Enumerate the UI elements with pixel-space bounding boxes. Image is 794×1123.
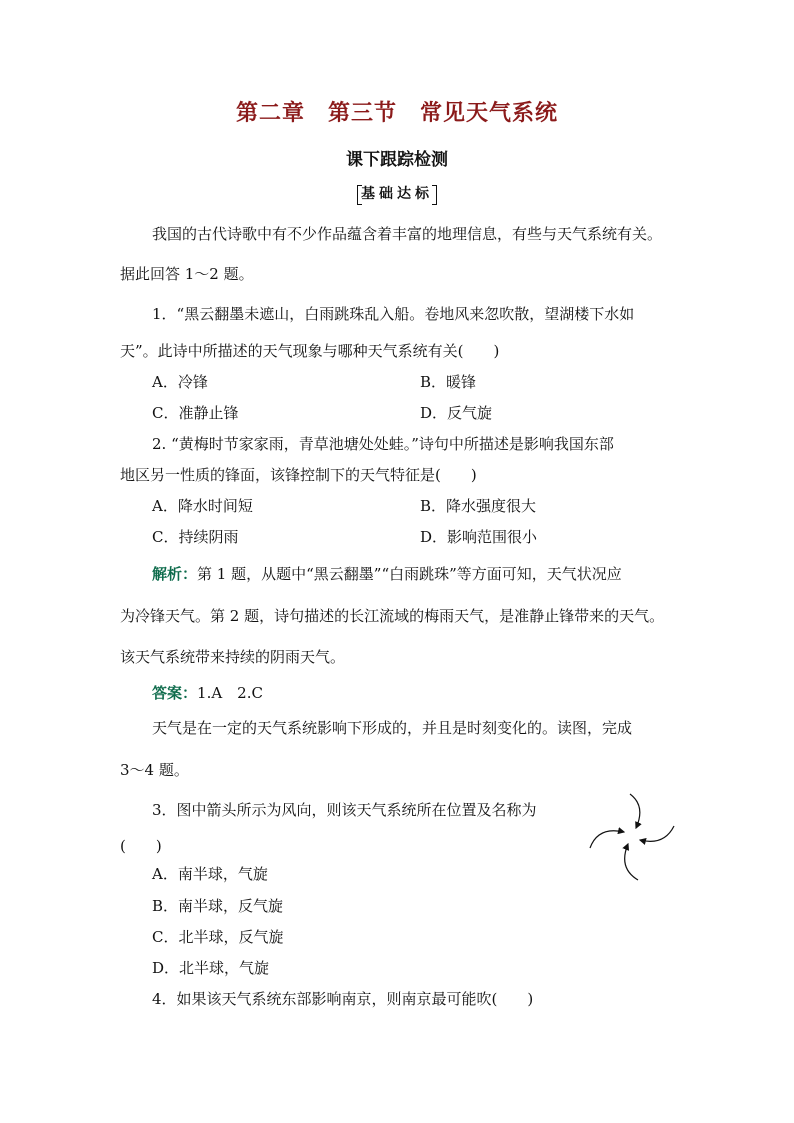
wind-system-diagram <box>586 790 678 882</box>
q2-option-d: D．影响范围很小 <box>420 528 538 546</box>
badge-right-bracket <box>432 185 437 205</box>
answer-colon: ： <box>182 684 198 702</box>
explanation-text-1: 第 1 题，从题中“黑云翻墨”“白雨跳珠”等方面可知，天气状况应 <box>197 565 622 583</box>
explanation-line2: 为冷锋天气。第 2 题，诗句描述的长江流域的梅雨天气，是准静止锋带来的天气。 <box>120 607 665 625</box>
explanation-line3: 该天气系统带来持续的阴雨天气。 <box>120 648 346 666</box>
answer-label: 答案 <box>152 684 183 702</box>
answer-line <box>152 683 263 703</box>
q1-line2: 天”。此诗中所描述的天气现象与哪种天气系统有关( ) <box>120 342 500 360</box>
q1-option-d: D．反气旋 <box>420 404 493 422</box>
q3-line2: ( ) <box>120 837 162 855</box>
q1-option-a: A．冷锋 <box>152 373 208 391</box>
q3-option-b: B．南半球，反气旋 <box>152 897 284 915</box>
section-badge <box>357 183 437 205</box>
badge-label: 基础达标 <box>361 186 433 202</box>
wind-arrow-1 <box>630 794 640 828</box>
answer-text: 1.A 2.C <box>197 684 263 702</box>
q3-option-c: C．北半球，反气旋 <box>152 928 284 946</box>
passage2-line2: 3～4 题。 <box>120 761 189 779</box>
wind-arrow-4 <box>590 831 624 848</box>
passage2-line1: 天气是在一定的天气系统影响下形成的，并且是时刻变化的。读图，完成 <box>152 719 633 737</box>
q2-option-a: A．降水时间短 <box>152 497 253 515</box>
q3-option-d: D．北半球，气旋 <box>152 959 270 977</box>
q3-option-a: A．南半球，气旋 <box>152 865 268 883</box>
q2-line2: 地区另一性质的锋面，该锋控制下的天气特征是( ) <box>120 466 477 484</box>
q1-line1: 1．“黑云翻墨未遮山，白雨跳珠乱入船。卷地风来忽吹散，望湖楼下水如 <box>152 305 635 323</box>
explanation-colon: ： <box>182 565 198 583</box>
chapter-title: 第二章 第三节 常见天气系统 <box>235 100 558 126</box>
wind-arrow-2 <box>640 826 674 841</box>
explanation-line1 <box>152 564 622 584</box>
q2-line1: 2. “黄梅时节家家雨，青草池塘处处蛙。”诗句中所描述是影响我国东部 <box>152 435 614 453</box>
page-subtitle: 课下跟踪检测 <box>346 150 448 170</box>
q1-option-c: C．准静止锋 <box>152 404 239 422</box>
q2-option-c: C．持续阴雨 <box>152 528 239 546</box>
q1-option-b: B．暖锋 <box>420 373 477 391</box>
q3-line1: 3．图中箭头所示为风向，则该天气系统所在位置及名称为 <box>152 801 537 819</box>
passage1-line2: 据此回答 1～2 题。 <box>120 265 254 283</box>
badge-left-bracket <box>357 185 362 205</box>
wind-arrow-3 <box>625 844 638 880</box>
q4-line1: 4．如果该天气系统东部影响南京，则南京最可能吹( ) <box>152 990 534 1008</box>
passage1-line1: 我国的古代诗歌中有不少作品蕴含着丰富的地理信息，有些与天气系统有关。 <box>152 225 663 243</box>
q2-option-b: B．降水强度很大 <box>420 497 537 515</box>
explanation-label: 解析 <box>152 565 183 583</box>
